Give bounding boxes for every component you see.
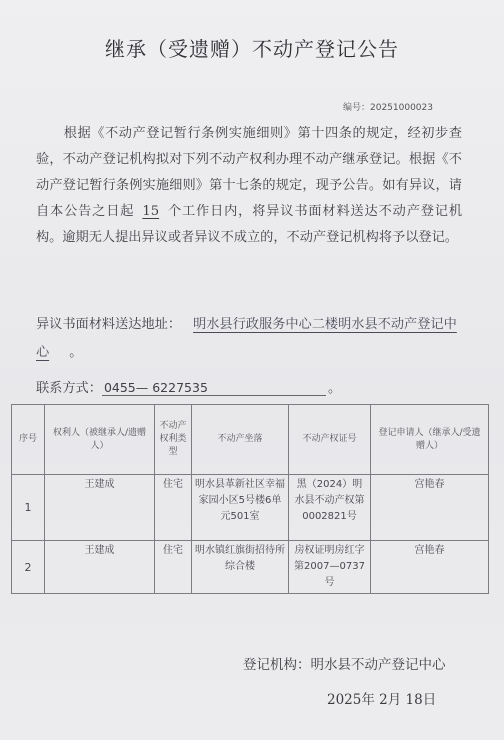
cell-applicant: 宫艳春: [371, 475, 489, 541]
cell-type: 住宅: [155, 541, 192, 594]
table-row: [12, 541, 489, 594]
col-header-cert: 不动产权证号: [289, 405, 371, 475]
table-header-row: [12, 405, 489, 475]
notice-text-part2: 个工作日内，将异议书面材料送达不动产登记机构。逾期无人提出异议或者异议不成立的，不动产登记机构将予以登记。: [36, 204, 463, 245]
objection-days: 15: [142, 204, 160, 219]
cell-owner: 王建成: [45, 541, 155, 594]
cell-seq: 2: [12, 541, 45, 594]
table-row: [12, 475, 489, 541]
address-value: 明水县行政服务中心二楼明水县不动产登记中心: [36, 317, 457, 360]
registration-authority: 登记机构：明水县不动产登记中心: [243, 657, 446, 673]
contact-phone: 0455— 6227535: [102, 380, 326, 396]
cell-cert: 房权证明房红字第2007—0737号: [289, 541, 371, 594]
cell-applicant: 宫艳春: [371, 541, 489, 594]
col-header-seq: 序号: [12, 405, 45, 475]
cell-owner: 王建成: [45, 475, 155, 541]
col-header-applicant: 登记申请人（继承人/受遗赠人）: [371, 405, 489, 475]
cell-location: 明水县革新社区幸福家园小区5号楼6单元501室: [192, 475, 289, 541]
property-table: [11, 404, 489, 594]
cell-location: 明水镇红旗街招待所综合楼: [192, 541, 289, 594]
cell-seq: 1: [12, 475, 45, 541]
col-header-location: 不动产坐落: [192, 405, 289, 475]
contact-info: [36, 377, 341, 396]
col-header-type: 不动产权利类型: [155, 405, 192, 475]
notice-body: [36, 121, 462, 251]
cell-type: 住宅: [155, 475, 192, 541]
contact-label: 联系方式：: [36, 381, 102, 396]
col-header-owner: 权利人（被继承人/遗赠人）: [45, 405, 155, 475]
objection-address: [36, 311, 462, 367]
page-title: 继承（受遗赠）不动产登记公告: [105, 37, 399, 61]
notice-text-part1: 根据《不动产登记暂行条例实施细则》第十四条的规定，经初步查验，不动产登记机构拟对下列不动产权利办理不动产继承登记。根据《不动产登记暂行条例实施细则》第十七条的规定，现予公告。如有异议，请自本公告之日起: [36, 126, 462, 219]
notice-date: 2025年 2月 18日: [327, 692, 437, 708]
address-end: 。: [69, 345, 83, 360]
contact-end: 。: [327, 381, 342, 396]
cell-cert: 黑（2024）明水县不动产权第0002821号: [289, 475, 371, 541]
document-number: 编号：20251000023: [343, 103, 433, 113]
address-label: 异议书面材料送达地址：: [36, 317, 182, 332]
